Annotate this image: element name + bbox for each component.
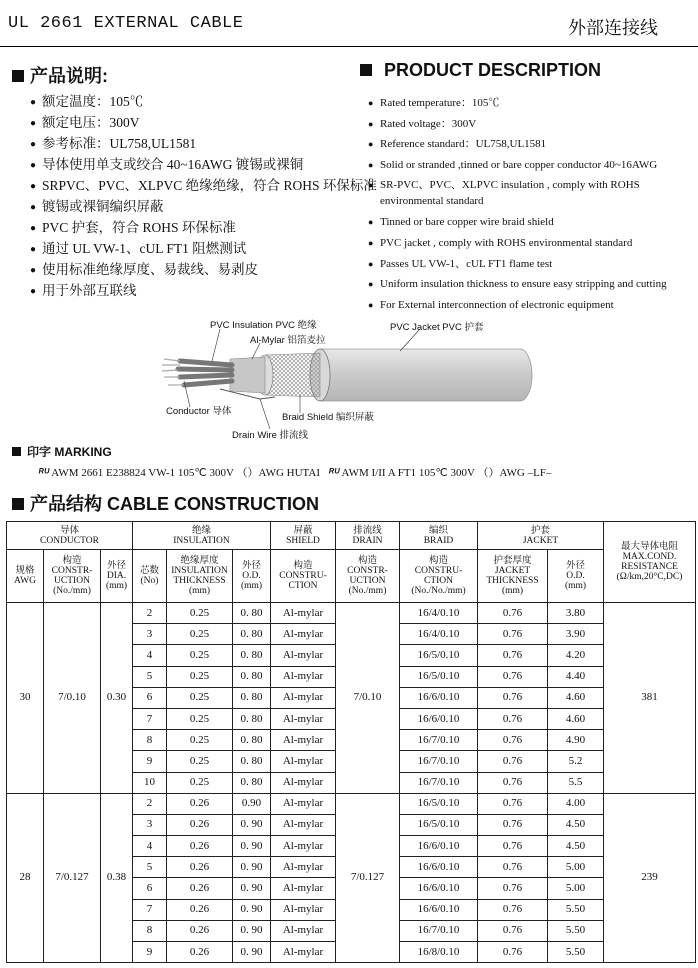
cell-jacket-thickness: 0.76 [478, 603, 548, 624]
cell-jacket-thickness: 0.76 [478, 899, 548, 920]
cell-insulation-thickness: 0.26 [167, 942, 233, 963]
cell-jacket-od: 4.50 [548, 814, 604, 835]
mylar-shape [230, 357, 265, 393]
cell-jacket-od: 5.50 [548, 942, 604, 963]
cell-braid: 16/7/0.10 [400, 751, 478, 772]
cell-conductor-construction: 7/0.127 [44, 793, 101, 963]
cell-cores: 6 [133, 687, 167, 708]
cell-cores: 7 [133, 899, 167, 920]
cell-insulation-od: 0. 80 [233, 624, 271, 645]
header-conductor: 导体 CONDUCTOR [7, 522, 133, 550]
en-section-title-text: PRODUCT DESCRIPTION [384, 60, 602, 80]
cell-braid: 16/6/0.10 [400, 899, 478, 920]
cell-jacket-thickness: 0.76 [478, 836, 548, 857]
cell-insulation-thickness: 0.25 [167, 603, 233, 624]
feature-item: ● Passes UL VW-1、cUL FT1 flame test [368, 254, 698, 275]
cell-cores: 5 [133, 857, 167, 878]
cell-cores: 2 [133, 793, 167, 814]
feature-item: ● 使用标准绝缘厚度、易裁线、易剥皮 [30, 259, 377, 280]
cell-insulation-od: 0. 80 [233, 666, 271, 687]
marking-line-1: AWM 2661 E238824 VW-1 105℃ 300V （）AWG HUTAI [51, 467, 320, 479]
cell-insulation-thickness: 0.25 [167, 624, 233, 645]
cell-cores: 3 [133, 624, 167, 645]
construction-table-body [7, 603, 696, 963]
cell-insulation-thickness: 0.25 [167, 772, 233, 793]
cell-shield: Al-mylar [271, 920, 336, 941]
label-al-mylar: Al-Mylar 铝箔麦拉 [250, 335, 326, 346]
cell-resistance: 239 [604, 793, 696, 963]
cell-jacket-od: 4.60 [548, 708, 604, 729]
cell-braid: 16/7/0.10 [400, 920, 478, 941]
cell-cores: 7 [133, 708, 167, 729]
cell-cores: 9 [133, 751, 167, 772]
marking-line-2: AWM I/II A FT1 105℃ 300V （）AWG –LF– [341, 467, 552, 479]
cell-insulation-thickness: 0.26 [167, 857, 233, 878]
header-divider [0, 46, 698, 47]
cell-jacket-od: 4.50 [548, 836, 604, 857]
cell-braid: 16/5/0.10 [400, 793, 478, 814]
cell-cores: 2 [133, 603, 167, 624]
cell-cores: 6 [133, 878, 167, 899]
header-cores: 芯数 (No) [133, 550, 167, 603]
feature-item: ● 参考标准：UL758,UL1581 [30, 133, 377, 154]
cell-jacket-thickness: 0.76 [478, 793, 548, 814]
cell-insulation-od: 0. 90 [233, 942, 271, 963]
document-title: UL 2661 EXTERNAL CABLE [8, 14, 244, 33]
ul-logo-icon: ᴿᵁ [328, 467, 340, 479]
cell-insulation-thickness: 0.26 [167, 814, 233, 835]
cell-insulation-od: 0. 80 [233, 751, 271, 772]
cell-braid: 16/4/0.10 [400, 624, 478, 645]
cell-insulation-od: 0. 80 [233, 603, 271, 624]
cell-braid: 16/6/0.10 [400, 857, 478, 878]
cell-jacket-thickness: 0.76 [478, 624, 548, 645]
marking-text [38, 464, 551, 480]
cell-braid: 16/6/0.10 [400, 878, 478, 899]
cell-cores: 8 [133, 730, 167, 751]
cell-braid: 16/4/0.10 [400, 603, 478, 624]
cell-braid: 16/8/0.10 [400, 942, 478, 963]
insulated-wires [178, 361, 232, 385]
cell-insulation-od: 0.90 [233, 793, 271, 814]
cell-insulation-od: 0. 80 [233, 708, 271, 729]
jacket-shape [320, 349, 532, 401]
cell-insulation-od: 0. 80 [233, 687, 271, 708]
cell-jacket-thickness: 0.76 [478, 708, 548, 729]
cell-shield: Al-mylar [271, 836, 336, 857]
header-drain: 排流线 DRAIN [336, 522, 400, 550]
label-pvc-insulation: PVC Insulation PVC 绝缘 [210, 320, 317, 331]
square-bullet-icon [12, 70, 24, 82]
cell-insulation-od: 0. 90 [233, 920, 271, 941]
cell-insulation-thickness: 0.25 [167, 751, 233, 772]
cell-insulation-od: 0. 90 [233, 836, 271, 857]
cell-jacket-thickness: 0.76 [478, 857, 548, 878]
cell-awg: 28 [7, 793, 44, 963]
cell-cores: 4 [133, 645, 167, 666]
cn-section-title-text: 产品说明: [30, 66, 108, 86]
cell-insulation-thickness: 0.25 [167, 730, 233, 751]
feature-item: ● SR-PVC、PVC、XLPVC insulation , comply with ROHS environmental standard [368, 177, 698, 209]
cell-shield: Al-mylar [271, 645, 336, 666]
cell-jacket-od: 5.00 [548, 857, 604, 878]
header-awg: 规格 AWG [7, 550, 44, 603]
header-shield: 屏蔽 SHIELD [271, 522, 336, 550]
feature-item: ● 用于外部互联线 [30, 280, 377, 301]
feature-item: ● Reference standard：UL758,UL1581 [368, 134, 698, 155]
cell-shield: Al-mylar [271, 857, 336, 878]
feature-item: ● Rated voltage：300V [368, 114, 698, 135]
cell-jacket-od: 4.40 [548, 666, 604, 687]
table-row [7, 793, 696, 814]
feature-item: ● Solid or stranded ,tinned or bare copper conductor 40~16AWG [368, 155, 698, 176]
cell-jacket-od: 4.00 [548, 793, 604, 814]
cell-shield: Al-mylar [271, 772, 336, 793]
cell-insulation-thickness: 0.25 [167, 687, 233, 708]
en-feature-list [368, 93, 698, 315]
cell-shield: Al-mylar [271, 814, 336, 835]
cell-insulation-od: 0. 90 [233, 814, 271, 835]
header-jacket-od: 外径 O.D. (mm) [548, 550, 604, 603]
cell-insulation-od: 0. 80 [233, 772, 271, 793]
header-resistance: 最大导体电阻 MAX.COND. RESISTANCE (Ω/km,20°C,DC) [604, 522, 696, 603]
cell-drain: 7/0.10 [336, 603, 400, 794]
cell-jacket-thickness: 0.76 [478, 920, 548, 941]
cell-insulation-thickness: 0.26 [167, 878, 233, 899]
header-drain-construction: 构造 CONSTR- UCTION (No./mm) [336, 550, 400, 603]
cell-cores: 4 [133, 836, 167, 857]
cell-cores: 5 [133, 666, 167, 687]
cell-shield: Al-mylar [271, 793, 336, 814]
feature-item: ● PVC jacket , comply with ROHS environmental standard [368, 233, 698, 254]
cell-jacket-od: 4.90 [548, 730, 604, 751]
table-row [7, 603, 696, 624]
feature-item: ● 通过 UL VW-1、cUL FT1 阻燃测试 [30, 238, 377, 259]
square-bullet-icon [12, 447, 21, 456]
cell-braid: 16/5/0.10 [400, 666, 478, 687]
cell-resistance: 381 [604, 603, 696, 794]
cell-insulation-thickness: 0.25 [167, 666, 233, 687]
cn-section-title [12, 62, 108, 88]
cell-jacket-thickness: 0.76 [478, 772, 548, 793]
header-jacket-thickness: 护套厚度 JACKET THICKNESS (mm) [478, 550, 548, 603]
cell-jacket-od: 4.60 [548, 687, 604, 708]
cell-conductor-dia: 0.30 [101, 603, 133, 794]
cell-shield: Al-mylar [271, 687, 336, 708]
feature-item: ● Rated temperature：105℃ [368, 93, 698, 114]
cell-shield: Al-mylar [271, 751, 336, 772]
cell-insulation-od: 0. 90 [233, 857, 271, 878]
label-drain-wire: Drain Wire 排流线 [232, 430, 309, 441]
cell-jacket-thickness: 0.76 [478, 814, 548, 835]
cell-jacket-od: 3.80 [548, 603, 604, 624]
header-insulation-od: 外径 O.D. (mm) [233, 550, 271, 603]
cell-shield: Al-mylar [271, 708, 336, 729]
cell-shield: Al-mylar [271, 666, 336, 687]
en-section-title [360, 60, 601, 81]
cell-insulation-od: 0. 90 [233, 899, 271, 920]
cell-insulation-thickness: 0.26 [167, 836, 233, 857]
cell-jacket-od: 5.00 [548, 878, 604, 899]
cell-drain: 7/0.127 [336, 793, 400, 963]
cell-jacket-thickness: 0.76 [478, 942, 548, 963]
header-jacket: 护套 JACKET [478, 522, 604, 550]
cell-shield: Al-mylar [271, 730, 336, 751]
cell-insulation-thickness: 0.26 [167, 793, 233, 814]
cell-jacket-thickness: 0.76 [478, 666, 548, 687]
cell-insulation-od: 0. 80 [233, 730, 271, 751]
cell-shield: Al-mylar [271, 899, 336, 920]
cell-jacket-thickness: 0.76 [478, 751, 548, 772]
cell-shield: Al-mylar [271, 942, 336, 963]
cell-insulation-thickness: 0.26 [167, 899, 233, 920]
cable-illustration [160, 315, 698, 445]
feature-item: ● 导体使用单支或绞合 40~16AWG 镀锡或裸铜 [30, 154, 377, 175]
header-braid: 编织 BRAID [400, 522, 478, 550]
cell-braid: 16/6/0.10 [400, 708, 478, 729]
feature-item: ● Tinned or bare copper wire braid shield [368, 212, 698, 233]
cable-diagram [160, 315, 698, 445]
cell-braid: 16/6/0.10 [400, 687, 478, 708]
cell-jacket-thickness: 0.76 [478, 878, 548, 899]
cell-cores: 9 [133, 942, 167, 963]
cell-jacket-od: 5.50 [548, 899, 604, 920]
feature-item: ● PVC 护套，符合 ROHS 环保标准 [30, 217, 377, 238]
cell-braid: 16/7/0.10 [400, 730, 478, 751]
ul-logo-icon: ᴿᵁ [38, 467, 50, 479]
cell-awg: 30 [7, 603, 44, 794]
construction-table [6, 521, 696, 963]
header-conductor-construction: 构造 CONSTR- UCTION (No./mm) [44, 550, 101, 603]
label-braid-shield: Braid Shield 编织屏蔽 [282, 412, 374, 423]
cell-insulation-od: 0. 90 [233, 878, 271, 899]
cell-insulation-od: 0. 80 [233, 645, 271, 666]
cell-shield: Al-mylar [271, 878, 336, 899]
cell-braid: 16/7/0.10 [400, 772, 478, 793]
header-braid-construction: 构造 CONSTRU- CTION (No./No./mm) [400, 550, 478, 603]
cell-shield: Al-mylar [271, 624, 336, 645]
cell-braid: 16/5/0.10 [400, 645, 478, 666]
feature-item: ● 额定电压：300V [30, 112, 377, 133]
cell-jacket-thickness: 0.76 [478, 645, 548, 666]
marking-title [12, 443, 112, 460]
square-bullet-icon [12, 498, 24, 510]
cell-conductor-construction: 7/0.10 [44, 603, 101, 794]
feature-item: ● 额定温度：105℃ [30, 91, 377, 112]
feature-item: ● Uniform insulation thickness to ensure easy stripping and cutting [368, 274, 698, 295]
cell-jacket-od: 4.20 [548, 645, 604, 666]
cell-insulation-thickness: 0.25 [167, 708, 233, 729]
document-title-cn: 外部连接线 [568, 18, 658, 38]
feature-item: ● 镀锡或裸铜编织屏蔽 [30, 196, 377, 217]
cell-jacket-thickness: 0.76 [478, 730, 548, 751]
construction-title-text: 产品结构 CABLE CONSTRUCTION [30, 494, 319, 514]
cell-jacket-od: 5.2 [548, 751, 604, 772]
cn-feature-list [30, 91, 377, 301]
cell-conductor-dia: 0.38 [101, 793, 133, 963]
cell-cores: 8 [133, 920, 167, 941]
feature-item: ● For External interconnection of electronic equipment [368, 295, 698, 316]
cell-jacket-thickness: 0.76 [478, 687, 548, 708]
header-insulation-thickness: 绝缘厚度 INSULATION THICKNESS (mm) [167, 550, 233, 603]
cell-jacket-od: 5.5 [548, 772, 604, 793]
cell-jacket-od: 3.90 [548, 624, 604, 645]
square-bullet-icon [360, 64, 372, 76]
feature-item: ● SRPVC、PVC、XLPVC 绝缘绝缘，符合 ROHS 环保标准 [30, 175, 377, 196]
label-conductor: Conductor 导体 [166, 406, 232, 417]
cell-shield: Al-mylar [271, 603, 336, 624]
cell-cores: 3 [133, 814, 167, 835]
header-insulation: 绝缘 INSULATION [133, 522, 271, 550]
cell-cores: 10 [133, 772, 167, 793]
cell-braid: 16/5/0.10 [400, 814, 478, 835]
cell-insulation-thickness: 0.25 [167, 645, 233, 666]
cell-braid: 16/6/0.10 [400, 836, 478, 857]
header-conductor-dia: 外径 DIA. (mm) [101, 550, 133, 603]
label-pvc-jacket: PVC Jacket PVC 护套 [390, 322, 484, 333]
header-shield-construction: 构造 CONSTRU- CTION [271, 550, 336, 603]
marking-title-text: 印字 MARKING [27, 445, 112, 459]
cell-insulation-thickness: 0.26 [167, 920, 233, 941]
cell-jacket-od: 5.50 [548, 920, 604, 941]
construction-title [12, 490, 319, 516]
